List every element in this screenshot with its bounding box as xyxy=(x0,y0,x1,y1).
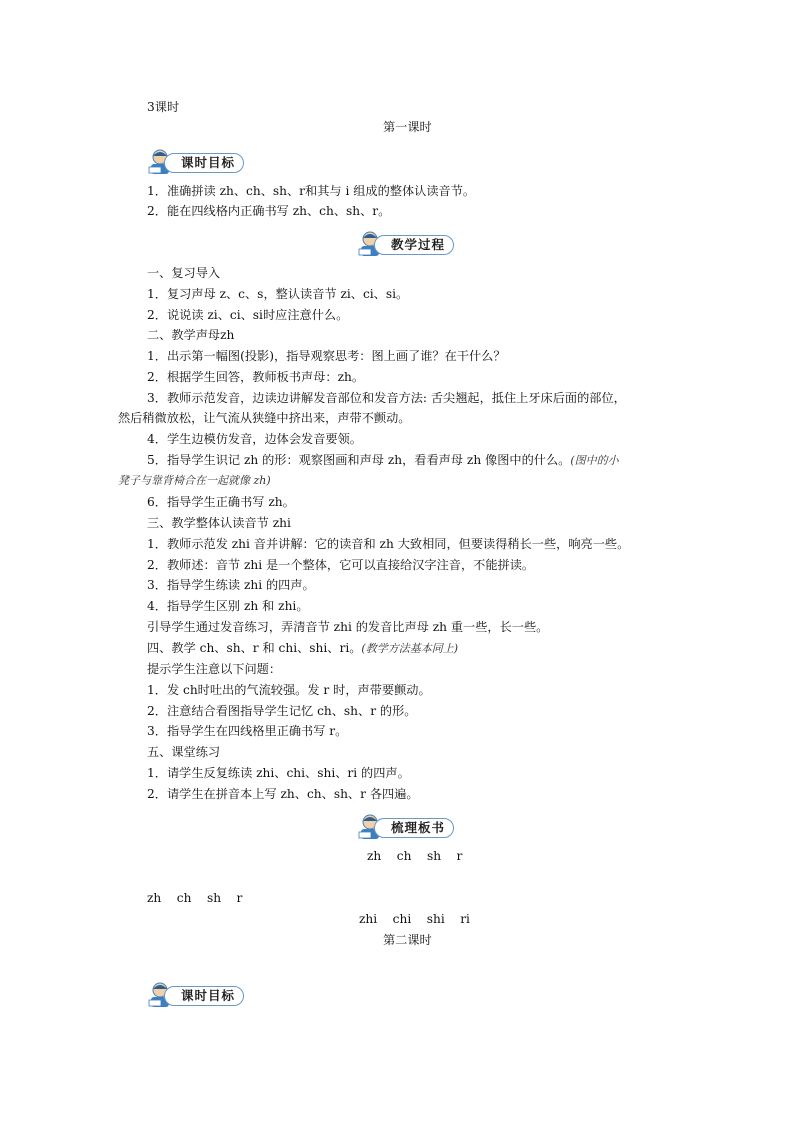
s3-item-3: 3．指导学生练读 zhi 的四声。 xyxy=(147,578,315,592)
s2-item-2: 2．根据学生回答，教师板书声母：zh。 xyxy=(147,370,365,384)
goals2-badge xyxy=(146,981,256,1009)
s3-item-2: 2．教师述：音节 zhi 是一个整体，它可以直接给汉字注音，不能拼读。 xyxy=(147,558,535,572)
goal-1: 1．准确拼读 zh、ch、sh、r和其与 i 组成的整体认读音节。 xyxy=(147,184,476,198)
process-badge xyxy=(356,230,466,258)
board-badge-label: 梳理板书 xyxy=(374,818,454,838)
s2-item-5-text: 5．指导学生识记 zh 的形：观察图画和声母 zh，看看声母 zh 像图中的什么。 xyxy=(147,453,571,467)
s3-item-4: 4．指导学生区别 zh 和 zhi。 xyxy=(147,599,309,613)
lesson-count: 3课时 xyxy=(147,100,180,114)
s4-item-2: 2．注意结合看图指导学生记忆 ch、sh、r 的形。 xyxy=(147,704,417,718)
s2-item-5-note-cont: 凳子与靠背椅合在一起就像 zh) xyxy=(118,474,271,487)
s2-item-3: 3．教师示范发音，边读边讲解发音部位和发音方法: 舌尖翘起，抵住上牙床后面的部位， xyxy=(147,391,626,405)
section-3-heading: 三、教学整体认读音节 zhi xyxy=(147,516,291,530)
goals-badge-label: 课时目标 xyxy=(164,153,244,173)
board-row-3: zhi chi shi ri xyxy=(359,912,470,926)
s2-item-3-cont: 然后稍微放松，让气流从狭缝中挤出来，声带不颤动。 xyxy=(118,411,411,425)
s2-item-6: 6．指导学生正确书写 zh。 xyxy=(147,495,295,509)
s2-item-5 xyxy=(147,451,619,470)
s2-item-5-note: (图中的小 xyxy=(570,454,619,467)
process-badge-label: 教学过程 xyxy=(374,235,454,255)
board-badge xyxy=(356,813,466,841)
board-row-1: zh ch sh r xyxy=(367,849,463,863)
lesson1-title: 第一课时 xyxy=(383,120,432,134)
goals2-badge-label: 课时目标 xyxy=(164,986,244,1006)
s3-item-5: 引导学生通过发音练习，弄清音节 zhi 的发音比声母 zh 重一些，长一些。 xyxy=(147,620,549,634)
goal-2: 2．能在四线格内正确书写 zh、ch、sh、r。 xyxy=(147,204,391,218)
s5-item-2: 2．请学生在拼音本上写 zh、ch、sh、r 各四遍。 xyxy=(147,787,419,801)
s1-item-1: 1．复习声母 z、c、s，整认读音节 zi、ci、si。 xyxy=(147,287,409,301)
lesson2-title: 第二课时 xyxy=(383,933,432,947)
s4-item-3: 3．指导学生在四线格里正确书写 r。 xyxy=(147,724,348,738)
s1-item-2: 2．说说读 zi、ci、si时应注意什么。 xyxy=(147,308,349,322)
s4-item-1: 1．发 ch时吐出的气流较强。发 r 时，声带要颤动。 xyxy=(147,683,431,697)
goals-badge xyxy=(146,148,256,176)
section-4-note: (教学方法基本同上) xyxy=(361,642,458,655)
section-1-heading: 一、复习导入 xyxy=(147,266,221,280)
s5-item-1: 1．请学生反复练读 zhi、chi、shi、ri 的四声。 xyxy=(147,766,410,780)
section-4-heading xyxy=(147,639,458,658)
board-row-2: zh ch sh r xyxy=(147,891,243,905)
s2-item-1: 1．出示第一幅图(投影)，指导观察思考：图上画了谁？在干什么？ xyxy=(147,349,506,363)
s2-item-4: 4．学生边模仿发音，边体会发音要领。 xyxy=(147,432,362,446)
section-4-heading-text: 四、教学 ch、sh、r 和 chi、shi、ri。 xyxy=(147,641,362,655)
section-5-heading: 五、课堂练习 xyxy=(147,745,221,759)
s3-item-1: 1．教师示范发 zhi 音并讲解：它的读音和 zh 大致相同，但要读得稍长一些，响亮一些。 xyxy=(147,537,630,551)
section-2-heading: 二、教学声母zh xyxy=(147,328,235,342)
s4-item-0: 提示学生注意以下问题： xyxy=(147,662,282,676)
